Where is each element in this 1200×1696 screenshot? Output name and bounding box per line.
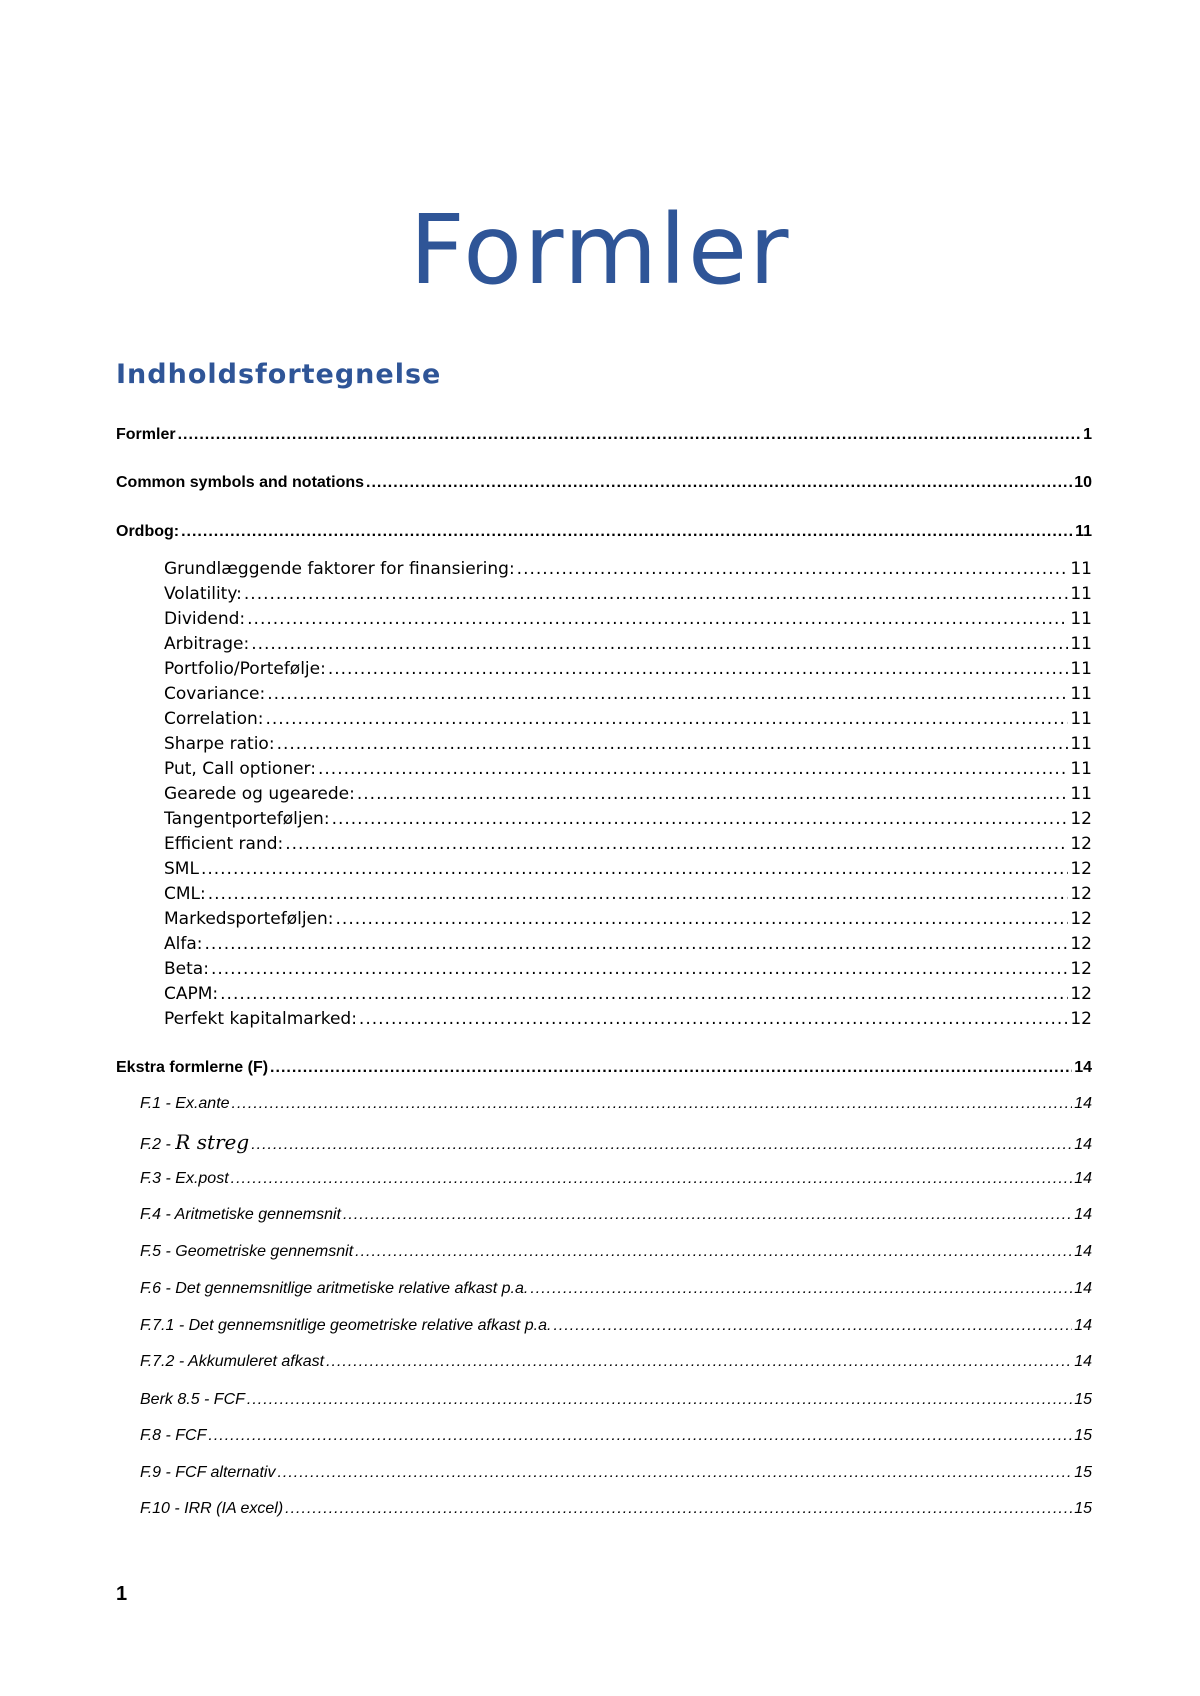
toc-leader [366, 472, 1072, 494]
toc-subentry[interactable] [140, 1424, 1092, 1448]
toc-subentry[interactable] [140, 1240, 1092, 1264]
toc-leader [208, 883, 1069, 905]
toc-entry-label: F.9 - FCF alternativ [140, 1464, 276, 1481]
toc-entry-page: 14 [1074, 1095, 1092, 1112]
toc-entry-ordbog[interactable] [116, 521, 1092, 543]
toc-subentry[interactable] [164, 633, 1092, 655]
toc-leader [517, 558, 1069, 580]
toc-leader [178, 424, 1082, 446]
toc-entry-common-symbols[interactable] [116, 472, 1092, 494]
toc-leader [251, 633, 1068, 655]
toc-leader [553, 1314, 1072, 1338]
toc-entry-page: 12 [1070, 809, 1092, 829]
toc-subentry[interactable] [164, 608, 1092, 630]
toc-subentry[interactable] [164, 983, 1092, 1005]
toc-entry-page: 14 [1074, 1059, 1092, 1076]
toc-entry-label: Dividend: [164, 609, 246, 629]
toc-subentry[interactable] [164, 733, 1092, 755]
toc-entry-page: 11 [1070, 659, 1092, 679]
toc-entry-page: 14 [1074, 1206, 1092, 1223]
toc-leader [247, 608, 1068, 630]
toc-entry-label: CML: [164, 884, 206, 904]
toc-leader [332, 808, 1069, 830]
toc-entry-label: Portfolio/Portefølje: [164, 659, 326, 679]
toc-leader [204, 933, 1068, 955]
toc-subentry[interactable] [164, 883, 1092, 905]
toc-entry-ekstra-formlerne[interactable] [116, 1057, 1092, 1079]
toc-leader [277, 1461, 1072, 1485]
toc-entry-page: 14 [1074, 1280, 1092, 1297]
toc-subentry[interactable] [140, 1314, 1092, 1338]
toc-leader [359, 1008, 1068, 1030]
toc-subentry[interactable] [140, 1092, 1092, 1116]
toc-leader [267, 683, 1068, 705]
toc-leader [247, 1388, 1072, 1412]
toc-entry-label: F.4 - Aritmetiske gennemsnit [140, 1206, 341, 1223]
toc-entry-page: 11 [1070, 759, 1092, 779]
toc-subentry[interactable] [140, 1130, 1092, 1154]
toc-leader [220, 983, 1068, 1005]
toc-entry-label: CAPM: [164, 984, 219, 1004]
toc-entry-page: 10 [1074, 474, 1092, 491]
toc-entry-label: F.6 - Det gennemsnitlige aritmetiske relative afkast p.a. [140, 1280, 529, 1297]
toc-entry-page: 11 [1070, 709, 1092, 729]
toc-entry-label: Sharpe ratio: [164, 734, 275, 754]
toc-entry-page: 12 [1070, 884, 1092, 904]
toc-leader [285, 833, 1068, 855]
toc-entry-page: 12 [1070, 859, 1092, 879]
toc-subentry[interactable] [164, 658, 1092, 680]
toc-subentry[interactable] [164, 808, 1092, 830]
toc-leader [355, 1240, 1072, 1264]
toc-entry-page: 11 [1070, 684, 1092, 704]
toc-entry-label: Formler [116, 426, 176, 443]
toc-entry-page: 11 [1070, 559, 1092, 579]
toc-subentry[interactable] [164, 833, 1092, 855]
toc-subentry[interactable] [164, 958, 1092, 980]
toc-entry-label: F.1 - Ex.ante [140, 1095, 230, 1112]
toc-entry-label: Common symbols and notations [116, 474, 365, 491]
toc-leader [244, 583, 1068, 605]
toc-leader [343, 1203, 1072, 1227]
toc-subentry[interactable] [164, 558, 1092, 580]
toc-subentry[interactable] [164, 908, 1092, 930]
toc-entry-label: Alfa: [164, 934, 203, 954]
toc-entry-page: 12 [1070, 1009, 1092, 1029]
toc-entry-page: 15 [1074, 1464, 1092, 1481]
document-title: Formler [409, 194, 791, 306]
toc-entry-page: 12 [1070, 959, 1092, 979]
toc-leader [208, 1424, 1072, 1448]
r-streg-math: R streg [175, 1130, 250, 1154]
toc-entry-page: 14 [1074, 1243, 1092, 1260]
toc-entry-label-prefix: F.2 - [140, 1136, 176, 1153]
toc-entry-page: 11 [1070, 609, 1092, 629]
toc-subentry[interactable] [140, 1461, 1092, 1485]
toc-entry-page: 14 [1074, 1136, 1092, 1153]
toc-entry-page: 11 [1070, 634, 1092, 654]
toc-entry-label: Put, Call optioner: [164, 759, 316, 779]
toc-leader [357, 783, 1068, 805]
toc-leader [530, 1277, 1072, 1301]
toc-leader [285, 1497, 1072, 1521]
toc-subentry[interactable] [164, 1008, 1092, 1030]
toc-leader [328, 658, 1069, 680]
toc-subentry[interactable] [164, 933, 1092, 955]
toc-entry-page: 15 [1074, 1427, 1092, 1444]
toc-entry-page: 14 [1074, 1317, 1092, 1334]
toc-entry-label: Gearede og ugearede: [164, 784, 355, 804]
toc-entry-formler[interactable] [116, 424, 1092, 446]
toc-entry-label: Ekstra formlerne (F) [116, 1059, 269, 1076]
toc-entry-label: F.5 - Geometriske gennemsnit [140, 1243, 354, 1260]
toc-leader [211, 958, 1068, 980]
toc-entry-label: F.7.2 - Akkumuleret afkast [140, 1353, 325, 1370]
toc-leader [270, 1057, 1072, 1079]
toc-entry-label: F.3 - Ex.post [140, 1170, 229, 1187]
toc-entry-label: Ordbog: [116, 523, 180, 540]
toc-entry-page: 14 [1074, 1170, 1092, 1187]
toc-entry-page: 12 [1070, 934, 1092, 954]
toc-entry-label: Tangentporteføljen: [164, 809, 330, 829]
toc-entry-page: 1 [1083, 426, 1092, 443]
toc-leader [336, 908, 1069, 930]
toc-heading: Indholdsfortegnelse [116, 359, 442, 390]
toc-entry-label: F.8 - FCF [140, 1427, 207, 1444]
toc-entry-label: Berk 8.5 - FCF [140, 1391, 245, 1408]
toc-entry-label: Efficient rand: [164, 834, 284, 854]
toc-entry-page: 12 [1070, 984, 1092, 1004]
toc-subentry[interactable] [164, 583, 1092, 605]
toc-entry-page: 11 [1070, 784, 1092, 804]
toc-subentry[interactable] [164, 858, 1092, 880]
toc-subentry[interactable] [140, 1167, 1092, 1191]
toc-leader [181, 521, 1073, 543]
toc-entry-page: 14 [1074, 1353, 1092, 1370]
toc-leader [277, 733, 1069, 755]
toc-subentry[interactable] [140, 1350, 1092, 1374]
toc-leader [326, 1350, 1072, 1374]
toc-entry-page: 15 [1074, 1500, 1092, 1517]
toc-entry-label: Grundlæggende faktorer for finansiering: [164, 559, 515, 579]
toc-entry-label: Perfekt kapitalmarked: [164, 1009, 357, 1029]
toc-entry-page: 12 [1070, 834, 1092, 854]
toc-subentry[interactable] [164, 708, 1092, 730]
toc-leader [201, 858, 1068, 880]
toc-entry-label: F.10 - IRR (IA excel) [140, 1500, 284, 1517]
toc-subentry[interactable] [140, 1497, 1092, 1521]
toc-entry-label: Volatility: [164, 584, 242, 604]
toc-leader [318, 758, 1068, 780]
toc-entry-page: 11 [1075, 523, 1092, 540]
toc-entry-label: Markedsporteføljen: [164, 909, 334, 929]
toc-subentry[interactable] [140, 1277, 1092, 1301]
toc-entry-page: 15 [1074, 1391, 1092, 1408]
toc-subentry[interactable] [140, 1388, 1092, 1412]
toc-leader [265, 708, 1068, 730]
toc-entry-page: 12 [1070, 909, 1092, 929]
toc-entry-page: 11 [1070, 584, 1092, 604]
toc-entry-label: Beta: [164, 959, 209, 979]
toc-entry-label: SML [164, 859, 199, 879]
toc-entry-label: Covariance: [164, 684, 266, 704]
page-number: 1 [116, 1583, 128, 1605]
toc-subentry[interactable] [164, 758, 1092, 780]
toc-subentry[interactable] [140, 1203, 1092, 1227]
toc-leader [251, 1133, 1072, 1154]
toc-leader [232, 1092, 1073, 1116]
toc-subentry[interactable] [164, 783, 1092, 805]
toc-entry-page: 11 [1070, 734, 1092, 754]
toc-entry-label: Correlation: [164, 709, 264, 729]
toc-entry-label [140, 1130, 249, 1154]
toc-subentry[interactable] [164, 683, 1092, 705]
toc-leader [231, 1167, 1073, 1191]
toc-entry-label: Arbitrage: [164, 634, 250, 654]
toc-entry-label: F.7.1 - Det gennemsnitlige geometriske relative afkast p.a. [140, 1317, 552, 1334]
